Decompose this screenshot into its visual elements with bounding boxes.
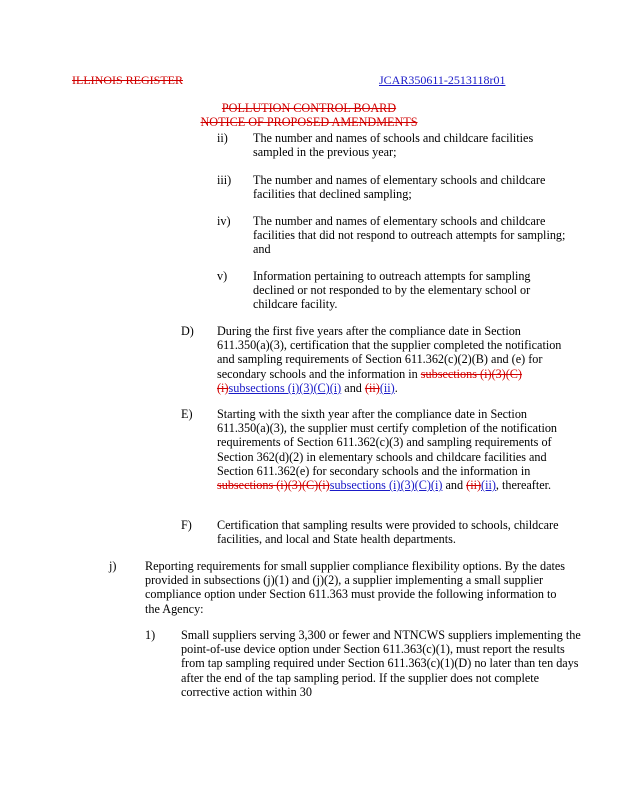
item-d-text [217, 324, 563, 395]
register-title: ILLINOIS REGISTER [72, 73, 183, 87]
board-title: POLLUTION CONTROL BOARD [221, 101, 397, 115]
item-d-body: During the first five years after the compliance date in Section 611.350(a)(3), certification that the supplier completed the notification and sampling requirements of Section 611.362(c)(2)(B) and (e) for secondary schools and the information in [217, 324, 562, 381]
item-d-inserted-ref2: (ii) [379, 380, 395, 395]
item-1-text: Small suppliers serving 3,300 or fewer and NTNCWS suppliers implementing the point-of-use device option under Section 611.363(c)(1), must report the results from tap sampling required under Section 611.363(c)(1)(D) no later than ten days after the end of the tap sampling period. If the supplier does not complete corrective action within 30 [181, 628, 581, 699]
item-e-body: Starting with the sixth year after the compliance date in Section 611.350(a)(3), the supplier must certify completion of the notification requirements of Section 611.362(c)(3) and sampling requirements of Section 362(d)(2) in elementary schools and childcare facilities and Section 611.362(e) for secondary schools and the information in [217, 407, 558, 478]
item-e-and: and [445, 478, 464, 493]
notice-title: NOTICE OF PROPOSED AMENDMENTS [200, 115, 418, 129]
item-e-text [217, 407, 563, 492]
item-e-inserted-ref: subsections (i)(3)(C)(i) [329, 478, 443, 493]
item-iv-number: iv) [217, 214, 231, 228]
document-code: JCAR350611-2513118r01 [379, 73, 506, 87]
item-f-text: Certification that sampling results were provided to schools, childcare facilities, and local and State health departments. [217, 518, 559, 547]
item-iv-text: The number and names of elementary schools and childcare facilities that did not respond to outreach attempts for sampling; and [253, 214, 566, 257]
item-e-deleted-ref: subsections (i)(3)(C)(i) [217, 478, 330, 493]
item-j-number: j) [109, 559, 117, 573]
item-v-number: v) [217, 269, 228, 283]
item-d-end: . [394, 380, 398, 395]
item-1-number: 1) [145, 628, 156, 642]
item-d-deleted-ref: subsections (i)(3)(C)(i) [217, 366, 522, 395]
item-ii-number: ii) [217, 131, 228, 145]
item-e-number: E) [181, 407, 193, 421]
item-e-inserted-ref2: (ii) [481, 478, 496, 493]
item-d-number: D) [181, 324, 194, 338]
item-d-inserted-ref: subsections (i)(3)(C)(i) [228, 380, 342, 395]
item-d-deleted-ref2: (ii) [364, 380, 380, 395]
item-j-text: Reporting requirements for small supplier compliance flexibility options. By the dates provided in subsections (j)(1) and (j)(2), a supplier implementing a small supplier compliance option under Section 611.363 must provide the following information to the Agency: [145, 559, 566, 616]
item-ii-text: The number and names of schools and childcare facilities sampled in the previous year; [253, 131, 534, 160]
item-iii-number: iii) [217, 173, 232, 187]
item-e-deleted-ref2: (ii) [466, 478, 482, 493]
item-iii-text: The number and names of elementary schools and childcare facilities that declined sampling; [253, 173, 546, 202]
item-e-end: , thereafter. [495, 478, 552, 493]
item-d-and: and [344, 380, 362, 395]
item-v-text: Information pertaining to outreach attempts for sampling declined or not responded to by the elementary school or childcare facility. [253, 269, 531, 312]
item-f-number: F) [181, 518, 192, 532]
